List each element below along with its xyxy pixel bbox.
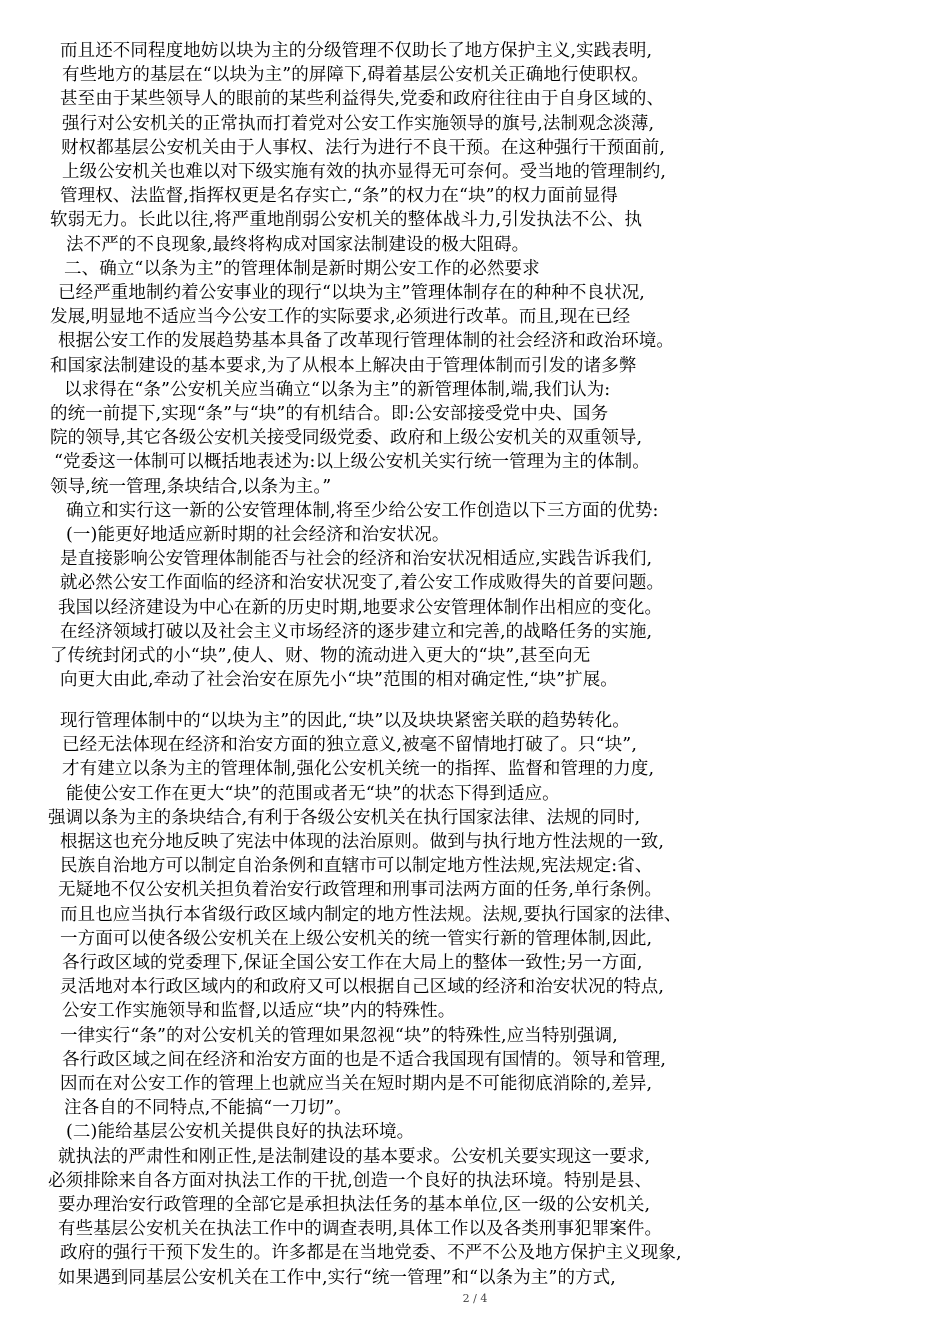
text-line: 了传统封闭式的小“块”,使人、财、物的流动进入更大的“块”,甚至向无 [50,646,591,666]
text-line: 是直接影响公安管理体制能否与社会的经济和治安状况相适应,实践告诉我们, [60,549,653,570]
text-line: 和国家法制建设的基本要求,为了从根本上解决由于管理体制而引发的诸多弊 [50,355,637,376]
text-line: 强行对公安机关的正常执而打着党对公安工作实施领导的旗号,法制观念淡薄, [62,113,655,134]
text-line: 就必然公安工作面临的经济和治安状况变了,着公安工作成败得失的首要问题。 [60,573,665,594]
text-line: 一方面可以使各级公安机关在上级公安机关的统一管实行新的管理体制,因此, [60,928,653,949]
text-line: 管理权、法监督,指挥权更是名存实亡,“条”的权力在“块”的权力面前显得 [60,186,618,207]
text-line: 上级公安机关也难以对下级实施有效的执亦显得无可奈何。受当地的管理制约, [62,162,667,182]
text-line: 现行管理体制中的“以块为主”的因此,“块”以及块块紧密关联的趋势转化。 [60,711,630,731]
text-line: 灵活地对本行政区域内的和政府又可以根据自己区域的经济和治安状况的特点, [60,977,665,998]
text-line: 以求得在“条”公安机关应当确立“以条为主”的新管理体制,端,我们认为: [64,379,611,400]
text-line: 必须排除来自各方面对执法工作的干扰,创造一个良好的执法环境。特别是县、 [48,1170,653,1191]
text-line: 已经无法体现在经济和治安方面的独立意义,被毫不留情地打破了。只“块”, [62,735,638,756]
text-line: 因而在对公安工作的管理上也就应当关在短时期内是不可能彻底消除的,差异, [60,1074,653,1094]
text-line: 确立和实行这一新的公安管理体制,将至少给公安工作创造以下三方面的优势: [66,500,659,521]
text-line: 就执法的严肃性和刚正性,是法制建设的基本要求。公安机关要实现这一要求, [58,1146,651,1167]
text-line: 发展,明显地不适应当今公安工作的实际要求,必须进行改革。而且,现在已经 [50,307,631,328]
text-line: 如果遇到同基层公安机关在工作中,实行“统一管理”和“以条为主”的方式, [58,1267,616,1288]
text-line: 软弱无力。长此以往,将严重地削弱公安机关的整体战斗力,引发执法不公、执 [50,210,643,231]
text-line: 有些地方的基层在“以块为主”的屏障下,碍着基层公安机关正确地行使职权。 [62,65,649,86]
text-line: 甚至由于某些领导人的眼前的某些利益得失,党委和政府往往由于自身区域的、 [60,89,665,110]
text-line: 我国以经济建设为中心在新的历史时期,地要求公安管理体制作出相应的变化。 [58,597,663,618]
text-line: 才有建立以条为主的管理体制,强化公安机关统一的指挥、监督和管理的力度, [62,759,655,780]
text-line: 有些基层公安机关在执法工作中的调查表明,具体工作以及各类刑事犯罪案件。 [58,1219,663,1240]
text-line: 无疑地不仅公安机关担负着治安行政管理和刑事司法两方面的任务,单行条例。 [58,880,663,901]
text-line: 政府的强行干预下发生的。许多都是在当地党委、不严不公及地方保护主义现象, [60,1243,682,1264]
text-line: 民族自治地方可以制定自治条例和直辖市可以制定地方性法规,宪法规定:省、 [60,856,653,877]
text-line: “党委这一体制可以概括地表述为:以上级公安机关实行统一管理为主的体制。 [54,452,650,473]
text-line: 公安工作实施领导和监督,以适应“块”内的特殊性。 [62,1001,456,1022]
text-line: 向更大由此,牵动了社会治安在原先小“块”范围的相对确定性,“块”扩展。 [60,670,618,691]
text-line: 注各自的不同特点,不能搞“一刀切”。 [64,1098,352,1119]
text-line: 在经济领域打破以及社会主义市场经济的逐步建立和完善,的战略任务的实施, [60,621,653,642]
text-line: 领导,统一管理,条块结合,以条为主。” [50,476,332,497]
text-line: 财权都基层公安机关由于人事权、法行为进行不良干预。在这种强行干预面前, [61,137,666,158]
text-line: 根据这也充分地反映了宪法中体现的法治原则。做到与执行地方性法规的一致, [60,832,665,852]
text-line: 各行政区域之间在经济和治安方面的也是不适合我国现有国情的。领导和管理, [62,1049,667,1070]
text-line: 能使公安工作在更大“块”的范围或者无“块”的状态下得到适应。 [66,783,560,804]
text-line: 一律实行“条”的对公安机关的管理如果忽视“块”的特殊性,应当特别强调, [60,1025,618,1046]
text-line: 法不严的不良现象,最终将构成对国家法制建设的极大阻碍。 [66,234,530,255]
text-line: 而且还不同程度地妨以块为主的分级管理不仅助长了地方保护主义,实践表明, [60,41,653,61]
text-line: 各行政区域的党委理下,保证全国公安工作在大局上的整体一致性;另一方面, [62,953,643,973]
text-line: 的统一前提下,实现“条”与“块”的有机结合。即:公安部接受党中央、国务 [50,404,609,424]
text-line: 而且也应当执行本省级行政区域内制定的地方性法规。法规,要执行国家的法律、 [60,904,682,925]
subsection-heading: (一)能更好地适应新时期的社会经济和治安状况。 [66,525,450,545]
page-number: 2 / 4 [462,1292,488,1305]
subsection-heading: (二)能给基层公安机关提供良好的执法环境。 [66,1122,415,1143]
text-line: 院的领导,其它各级公安机关接受同级党委、政府和上级公安机关的双重领导, [50,428,643,449]
section-heading: 二、确立“以条为主”的管理体制是新时期公安工作的必然要求 [64,258,540,279]
text-line: 已经严重地制约着公安事业的现行“以块为主”管理体制存在的种种不良状况, [58,283,645,303]
text-line: 要办理治安行政管理的全部它是承担执法任务的基本单位,区一级的公安机关, [58,1195,651,1215]
text-line: 根据公安工作的发展趋势基本具备了改革现行管理体制的社会经济和政治环境。 [58,331,674,352]
text-line: 强调以条为主的条块结合,有利于各级公安机关在执行国家法律、法规的同时, [48,807,641,828]
